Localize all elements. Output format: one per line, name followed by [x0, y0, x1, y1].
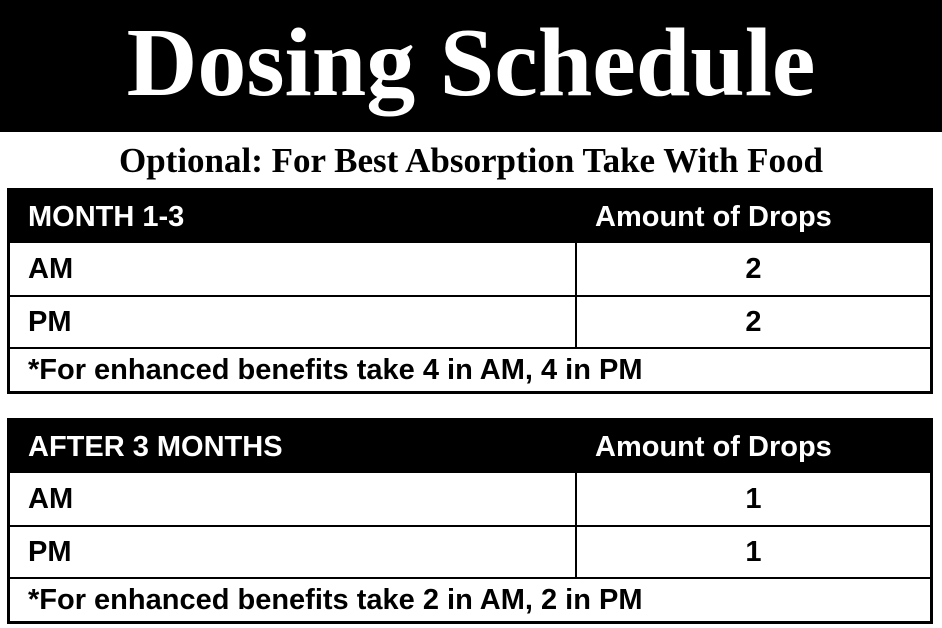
row-label: AM	[10, 473, 577, 525]
table-row-pm	[10, 295, 930, 347]
drop-count: 1	[745, 535, 762, 568]
table-header	[10, 191, 930, 243]
drop-count: 2	[745, 305, 762, 338]
period-header: MONTH 1-3	[28, 200, 185, 233]
table-row-am	[10, 473, 930, 525]
period-header: AFTER 3 MONTHS	[28, 430, 283, 463]
row-label: PM	[10, 297, 577, 347]
schedule-table-month-1-3	[7, 188, 933, 394]
table-row-pm	[10, 525, 930, 577]
page-title: Dosing Schedule	[126, 9, 816, 117]
enhanced-benefits-note: *For enhanced benefits take 2 in AM, 2 in PM	[10, 577, 930, 621]
enhanced-benefits-note: *For enhanced benefits take 4 in AM, 4 in PM	[10, 347, 930, 391]
schedule-table-after-3-months	[7, 418, 933, 624]
page-subtitle: Optional: For Best Absorption Take With Food	[118, 141, 824, 180]
drop-count: 2	[745, 252, 762, 285]
row-label: AM	[10, 243, 577, 295]
amount-header: Amount of Drops	[595, 430, 832, 463]
row-label: PM	[10, 527, 577, 577]
title-banner	[0, 0, 942, 132]
table-row-am	[10, 243, 930, 295]
table-header	[10, 421, 930, 473]
amount-header: Amount of Drops	[595, 200, 832, 233]
drop-count: 1	[745, 482, 762, 515]
